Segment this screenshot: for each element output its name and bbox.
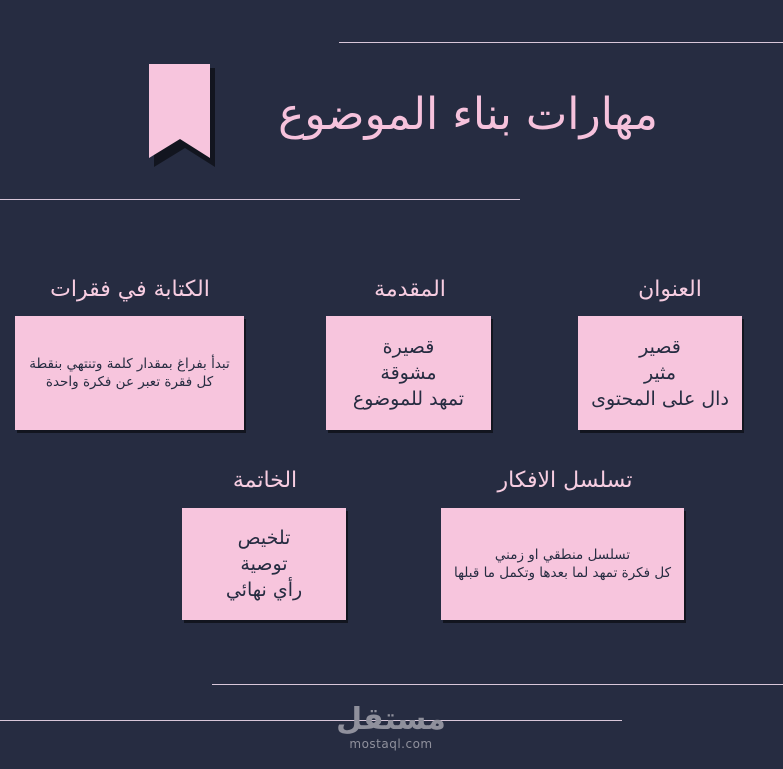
bookmark-icon [149,64,215,167]
card-line: رأي نهائي [225,579,303,601]
heading-paragraphs: الكتابة في فقرات [50,277,210,302]
watermark-latin: mostaql.com [349,737,433,751]
card-line: دال على المحتوى [591,388,729,410]
heading-idea-sequence: تسلسل الافكار [497,468,633,493]
page-title: مهارات بناء الموضوع [278,89,658,140]
card-line: توصية [240,553,288,575]
card-line: تمهد للموضوع [352,388,465,410]
card-introduction [326,316,491,430]
card-line: كل فقرة تعبر عن فكرة واحدة [45,374,214,390]
card-line: كل فكرة تمهد لما بعدها وتكمل ما قبلها [453,565,672,581]
divider-line-lower [212,684,783,685]
watermark-logo [330,703,452,751]
divider-line-title [0,199,520,200]
card-line: قصير [639,336,681,358]
heading-introduction: المقدمة [374,277,446,302]
heading-conclusion: الخاتمة [232,468,298,493]
divider-line-top [339,42,783,43]
card-line: قصيرة [382,336,435,358]
card-line: تسلسل منطقي او زمني [494,547,631,563]
card-title-section [578,316,742,430]
card-idea-sequence [441,508,684,620]
card-line: مثير [643,362,677,384]
heading-title-section: العنوان [638,277,702,302]
card-line: تبدأ بفراغ بمقدار كلمة وتنتهي بنقطة [29,356,230,372]
watermark-arabic: مستقل [336,702,446,737]
card-paragraphs [15,316,244,430]
divider-line-bottom [0,720,622,721]
card-line: تلخيص [237,527,291,549]
card-conclusion [182,508,346,620]
card-line: مشوقة [380,362,437,384]
